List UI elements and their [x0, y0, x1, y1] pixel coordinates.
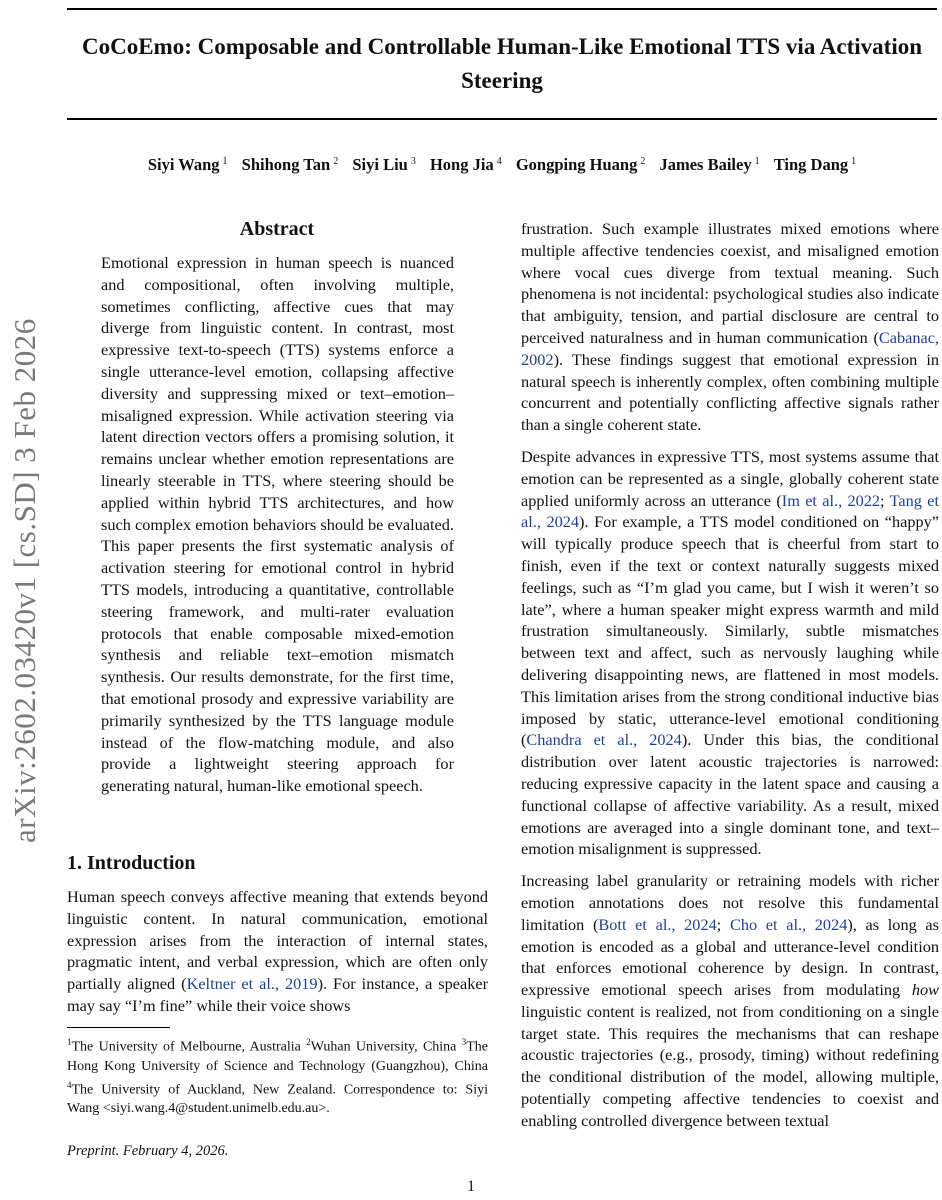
- intro-paragraph: frustration. Such example illustrates mixed emotions where multiple affective tendencies coexist, and misaligned emotion where vocal cues diverge from textual meaning. Such phenomena is not incidental: psychological studies also indicate that ambiguity, tension, and partial disclosure are central to perceived naturalness and in human communication (Cabanac, 2002). These findings suggest that emotional expression in natural speech is inherently complex, often combining multiple concurrent and potentially conflicting affective signals rather than a single coherent state.: [521, 219, 939, 435]
- abstract-text: Emotional expression in human speech is nuanced and compositional, often involving multiple, sometimes conflicting, affective cues that may diverge from linguistic content. In contrast, most expressive text-to-speech (TTS) systems enforce a single utterance-level emotion, collapsing affective diversity and suppressing mixed or text–emotion–misaligned expression. While activation steering via latent direction vectors offers a promising solution, it remains unclear whether emotion representations are linearly steerable in TTS, where steering should be applied within hybrid TTS architectures, and how such complex emotion behaviors should be evaluated. This paper presents the first systematic analysis of activation steering for emotional control in hybrid TTS models, introducing a quantitative, controllable steering framework, and multi-rater evaluation protocols that enable composable mixed-emotion synthesis and reliable text–emotion mismatch synthesis. Our results demonstrate, for the first time, that emotional prosody and expressive variability are primarily synthesized by the TTS language module instead of the flow-matching module, and also provide a lightweight steering approach for generating natural, human-like emotional speech.: [101, 253, 454, 796]
- author-name: Ting Dang $^1$: [773, 155, 857, 174]
- author-name: Gongping Huang $^2$: [515, 155, 646, 174]
- citation-link[interactable]: Cabanac, 2002: [521, 327, 939, 369]
- citation-link[interactable]: Chandra et al., 2024: [526, 730, 682, 750]
- abstract-heading: Abstract: [239, 218, 315, 240]
- intro-paragraph-left: Human speech conveys affective meaning that extends beyond linguistic content. In natural communication, emotional expression arises from the interaction of internal states, pragmatic intent, and verbal expression, which are often only partially aligned (Keltner et al., 2019). For instance, a speaker may say “I’m fine” while their voice shows: [67, 887, 489, 1015]
- affiliation-footnote: $^1$The University of Melbourne, Australia $^2$Wuhan University, China $^3$The Hong Kong University of Science and Technology (Guangzhou), China $^4$The University of Auckland, New Zealand. Correspondence to: Siyi Wang <siyi.wang.4@student.unimelb.edu.au>.: [67, 1037, 488, 1117]
- author-list: [67, 155, 937, 175]
- author-name: Shihong Tan $^2$: [241, 155, 339, 174]
- paper-title: CoCoEmo: Composable and Controllable Human-Like Emotional TTS via Activation Steering: [81, 34, 923, 93]
- title-top-rule: [67, 8, 937, 10]
- right-column: [521, 218, 939, 1142]
- citation-link[interactable]: Bott et al., 2024: [598, 914, 717, 934]
- citation-link[interactable]: Tang et al., 2024: [521, 490, 939, 532]
- footnote-rule: [67, 1027, 170, 1028]
- author-name: Siyi Liu $^3$: [352, 155, 416, 174]
- citation-link[interactable]: Im et al., 2022: [781, 490, 881, 510]
- citation-link[interactable]: Keltner et al., 2019: [186, 974, 318, 994]
- preprint-notice: Preprint. February 4, 2026.: [67, 1143, 229, 1159]
- intro-paragraph: Increasing label granularity or retraining models with richer emotion annotations does not resolve this fundamental limitation (Bott et al., 2024; Cho et al., 2024), as long as emotion is encoded as a global and utterance-level condition that enforces emotional coherence by design. In contrast, expressive emotional speech arises from modulating how linguistic content is realized, not from conditioning on a single target state. This requires the mechanisms that can reshape acoustic trajectories (e.g., prosody, timing) without redefining the conditional distribution of the model, allowing multiple, potentially competing affective tendencies to coexist and enabling controlled divergence between textual: [521, 871, 939, 1130]
- intro-paragraph: Despite advances in expressive TTS, most systems assume that emotion can be represented as a single, globally coherent state applied uniformly across an utterance (Im et al., 2022; Tang et al., 2024). For example, a TTS model conditioned on “happy” will typically produce speech that is cheerful from start to finish, even if the text or context naturally suggests mixed feelings, such as “I’m glad you came, but I wish it weren’t so late”, where a human speaker might express warmth and mild frustration simultaneously. Similarly, subtle mismatches between text and affect, such as nervously laughing while delivering disappointing news, are flattened in most models. This limitation arises from the strong conditional inductive bias imposed by static, utterance-level emotional conditioning (Chandra et al., 2024). Under this bias, the conditional distribution over latent acoustic trajectories is narrowed: reducing expressive capacity in the latent space and causing a functional collapse of affective variability. As a result, mixed emotions are averaged into a single dominant tone, and text–emotion misalignment is suppressed.: [521, 446, 939, 859]
- citation-link[interactable]: Cho et al., 2024: [729, 914, 848, 934]
- title-bottom-rule: [67, 118, 937, 120]
- page-number: 1: [467, 1178, 475, 1195]
- author-name: Hong Jia $^4$: [429, 155, 502, 174]
- section-heading-introduction: 1. Introduction: [67, 852, 196, 874]
- author-name: James Bailey $^1$: [659, 155, 760, 174]
- author-name: Siyi Wang $^1$: [147, 155, 228, 174]
- arxiv-identifier: arXiv:2602.03420v1 [cs.SD] 3 Feb 2026: [7, 318, 42, 843]
